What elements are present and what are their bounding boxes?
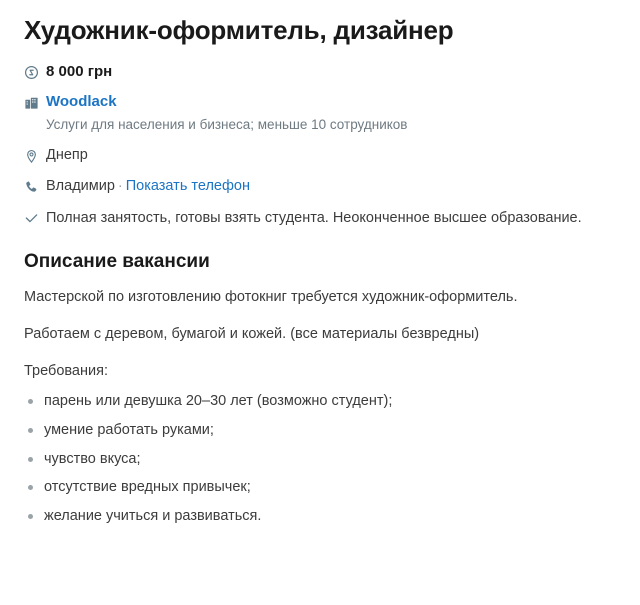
employment-value: Полная занятость, готовы взять студента. Неоконченное высшее образование.: [46, 210, 582, 227]
company-link[interactable]: Woodlack: [46, 93, 117, 111]
description-paragraph-2: Работаем с деревом, бумагой и кожей. (все материалы безвредны): [24, 326, 480, 343]
description-paragraph-1: Мастерской по изготовлению фотокниг требуется художник-оформитель.: [24, 289, 518, 306]
show-phone-link[interactable]: Показать телефон: [125, 178, 250, 195]
location-value: Днепр: [46, 147, 88, 164]
contact-row: [24, 177, 616, 197]
phone-icon: [24, 178, 46, 197]
page-title: Художник-оформитель, дизайнер: [24, 15, 454, 45]
list-item: отсутствие вредных привычек;: [24, 478, 616, 498]
salary-row: [24, 62, 616, 82]
company-description: Услуги для населения и бизнеса; меньше 10 сотрудников: [46, 117, 408, 133]
salary-value: 8 000 грн: [46, 62, 113, 80]
map-pin-icon: [24, 147, 46, 166]
building-icon: [24, 94, 46, 113]
description-heading: Описание вакансии: [24, 251, 210, 273]
company-row: [24, 93, 616, 113]
separator: ·: [117, 178, 123, 195]
list-item: умение работать руками;: [24, 421, 616, 441]
list-item: чувство вкуса;: [24, 450, 616, 470]
requirements-list: [24, 392, 616, 526]
check-icon: [24, 209, 46, 228]
job-meta-list: [24, 62, 616, 229]
location-row: [24, 146, 616, 166]
requirements-label: Требования:: [24, 363, 108, 380]
contact-info: [46, 177, 250, 197]
list-item: парень или девушка 20–30 лет (возможно студент);: [24, 392, 616, 412]
employment-row: [24, 208, 616, 229]
contact-name: Владимир: [46, 178, 115, 195]
coin-icon: [24, 63, 46, 82]
list-item: желание учиться и развиваться.: [24, 507, 616, 527]
